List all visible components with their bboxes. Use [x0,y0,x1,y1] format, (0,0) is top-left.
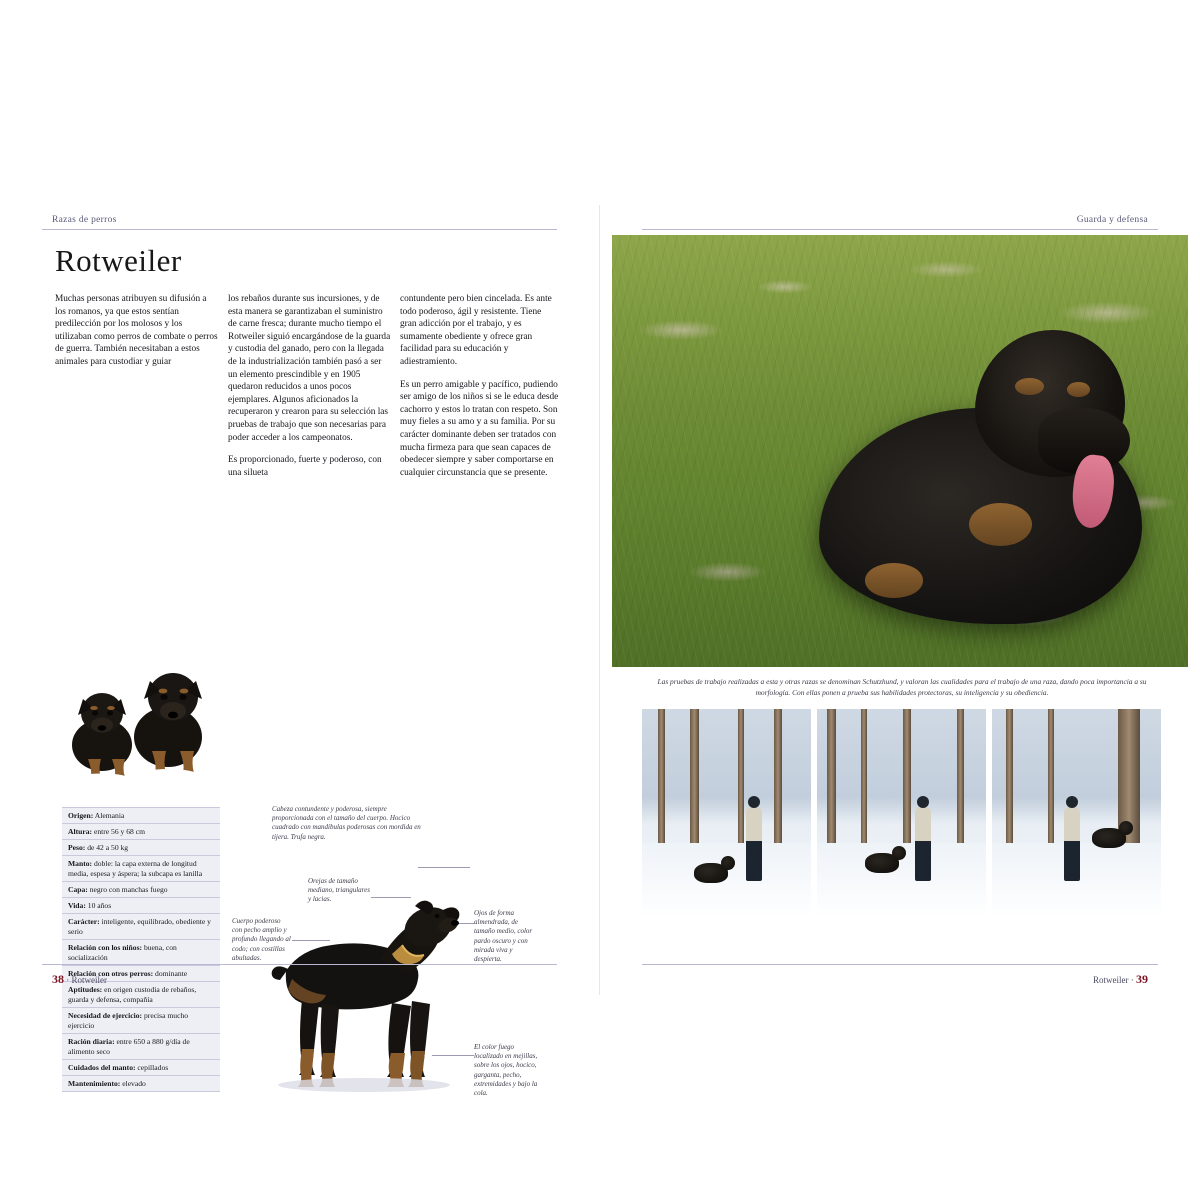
standing-rottweiler-photo [252,853,482,1138]
tan-marking-chest [969,503,1032,546]
callout-head: Cabeza contundente y poderosa, siempre proporcionada con el tamaño del cuerpo. Hocico cuadrado con mandíbulas poderosas con mordida en tijera. Trufa negra. [272,805,421,841]
right-page [600,205,1200,995]
row-label: Capa: [68,884,88,894]
table-row [62,808,220,824]
callout-eyes: Ojos de forma almendrada, de tamaño medio, color pardo oscuro y con mirada viva y despierta. [474,909,533,964]
tree-icon [827,709,836,848]
running-head-right: Guarda y defensa [1076,215,1148,225]
handler-figure [915,807,931,881]
row-label: Ración diaria: [68,1036,115,1046]
tree-icon [957,709,964,848]
tree-icon [1048,709,1054,848]
puppies-photo [40,625,230,790]
folio-number-right: 39 [1136,972,1148,986]
tree-icon [658,709,665,848]
paragraph: Es un perro amigable y pacífico, pudiendo ser amigo de los niños si se le educa desde cachorro y estos lo tratan con respeto. Son muy fieles a su amo y a su familia. Por su carácter dominante deben ser tratados con mucha firmeza para que sean capaces de obedecer siempre y saber comportarse en cualquier circunstancia que se presente. [400,379,559,478]
table-row [62,1060,220,1076]
row-label: Aptitudes: [68,984,103,994]
handler-head [748,796,760,808]
row-value: entre 650 a 880 g/día de alimento seco [68,1036,190,1056]
breed-data-table [62,807,220,1092]
main-photo [612,235,1188,667]
running-head-left: Razas de perros [52,215,117,225]
row-value: inteligente, equilibrado, obediente y serio [68,916,211,936]
table-row [62,914,220,940]
row-label: Relación con los niños: [68,942,143,952]
row-label: Vida: [68,900,86,910]
row-value: buena, con socialización [68,942,177,962]
dog-figure [1092,828,1126,848]
page-title: Rotweiler [55,243,182,278]
row-value: doble: la capa externa de longitud media, espesa y áspera; la subcapa es lanilla [68,858,203,878]
handler-head [917,796,929,808]
paragraph: Es proporcionado, fuerte y poderoso, con una silueta [228,455,382,478]
tree-icon [1006,709,1013,848]
dog-figure [865,853,899,873]
thumbnail-2 [817,709,986,919]
tan-marking-leg [865,563,923,598]
puppies-illustration [40,625,230,790]
thumbnail-3 [992,709,1161,919]
row-label: Necesidad de ejercicio: [68,1010,143,1020]
thumbnail-row [642,709,1162,919]
paragraph: Muchas personas atribuyen su difusión a los romanos, ya que estos sentían predilección por los molosos y los utilizaban como perros de combate o perros de guerra. También necesitaban a estos animales para custodiar y guiar [55,294,218,367]
tan-marking-eye [1015,378,1044,395]
callout-color: El color fuego localizado en mejillas, sobre los ojos, hocico, garganta, pecho, extremidades y bajo la cola. [474,1043,538,1098]
table-row [62,856,220,882]
folio-label-left: · Rotweiler [66,975,107,985]
row-value: entre 56 y 68 cm [92,826,145,836]
book-spread [0,205,1200,1098]
snow-ground [642,843,811,919]
folio-label-right: Rotweiler · [1093,975,1134,985]
row-label: Mantenimiento: [68,1078,121,1088]
tree-icon [774,709,782,848]
thumbnail-1 [642,709,811,919]
row-label: Relación con otros perros: [68,968,154,978]
row-label: Manto: [68,858,93,868]
row-value: Alemania [93,810,125,820]
callout-body: Cuerpo poderoso con pecho amplio y profundo llegando al codo; con costillas abultadas. [232,917,291,962]
row-label: Cuidados del manto: [68,1062,136,1072]
paragraph: contundente pero bien cincelada. Es ante todo poderoso, ágil y resistente. Tiene gran adicción por el trabajo, y es sumamente obediente y ofrece gran facilidad para su educación y adiestramiento. [400,294,552,367]
table-row [62,940,220,966]
table-row [62,840,220,856]
row-value: 10 años [85,900,112,910]
table-row [62,898,220,914]
row-value: elevado [120,1078,146,1088]
tree-icon [861,709,867,848]
table-row [62,1076,220,1092]
body-column-3 [400,293,560,489]
table-row [62,824,220,840]
anatomy-diagram [232,805,562,1160]
paragraph: los rebaños durante sus incursiones, y de esta manera se garantizaban el suministro de carne fresca; durante mucho tiempo el Rotweiler siguió encargándose de la guarda y custodia del ganado, pero con la llegada de la industrialización también pasó a ser un elemento prescindible y en 1905 quedaron reducidos a unos pocos ejemplares. Algunos aficionados la recuperaron y crearon para su selección las pruebas de trabajo que son necesarias para poder acceder a los campeonatos. [228,294,391,443]
row-label: Carácter: [68,916,100,926]
row-value: cepillados [135,1062,169,1072]
tan-marking-eye-2 [1067,382,1090,397]
folio-right [1093,972,1148,987]
dog-figure [694,863,728,883]
footer-rule-right [642,964,1158,965]
tree-icon [903,709,911,848]
handler-head [1066,796,1078,808]
table-row [62,1008,220,1034]
row-label: Altura: [68,826,93,836]
tree-icon [738,709,744,848]
handler-figure [746,807,762,881]
left-page [0,205,600,1098]
tree-icon [690,709,699,848]
row-label: Peso: [68,842,86,852]
table-row [62,882,220,898]
standing-rottweiler-illustration [252,853,482,1138]
row-value: precisa mucho ejercicio [68,1010,189,1030]
row-value: dominante [153,968,188,978]
table-row [62,1034,220,1060]
folio-number-left: 38 [52,972,64,986]
photo-caption: Las pruebas de trabajo realizadas a esta y otras razas se denominan Schutzhund, y valoran las cualidades para el trabajo de una raza, dando poca importancia a su morfología. Con ellas ponen a prueba sus habilidades protectoras, su inteligencia y su obediencia. [657,677,1147,697]
body-column-2 [228,293,391,489]
body-column-1 [55,293,218,379]
row-value: negro con manchas fuego [87,884,168,894]
row-value: en origen custodia de rebaños, guarda y defensa, compañía [68,984,197,1004]
header-rule-right [642,229,1158,230]
handler-figure [1064,807,1080,881]
row-value: de 42 a 50 kg [85,842,129,852]
row-label: Origen: [68,810,94,820]
folio-left [52,972,107,987]
header-rule-left [42,229,557,230]
footer-rule-left [42,964,557,965]
callout-ears: Orejas de tamaño mediano, triangulares y lacias. [308,877,370,904]
